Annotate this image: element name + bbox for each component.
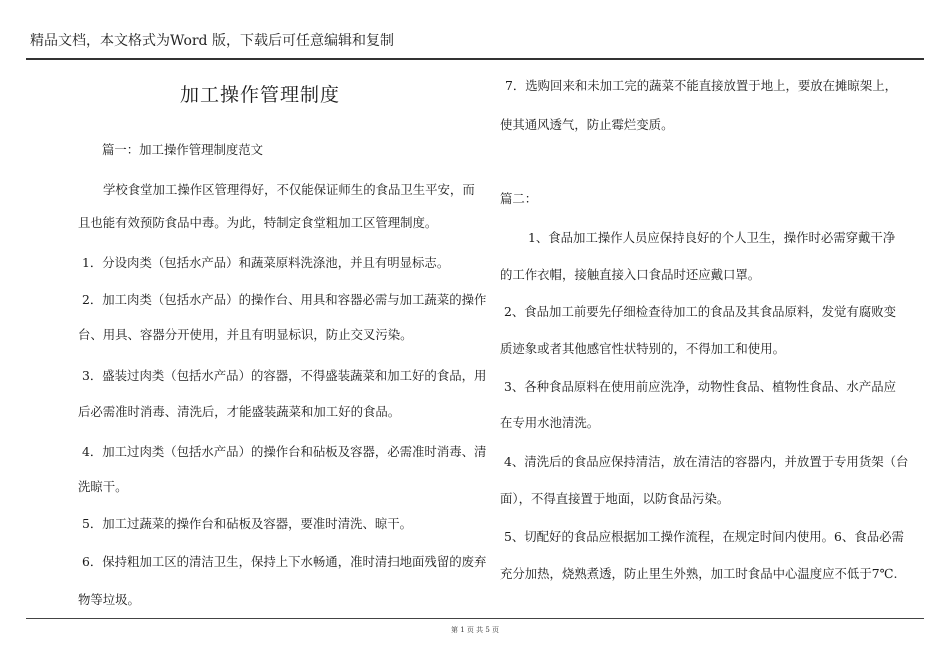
document-title: 加工操作管理制度 xyxy=(180,84,341,106)
list-item: 2、食品加工前要先仔细检查待加工的食品及其食品原料，发觉有腐败变 xyxy=(504,304,896,319)
list-item: 1、食品加工操作人员应保持良好的个人卫生，操作时必需穿戴干净 xyxy=(528,230,896,245)
paragraph-line: 面），不得直接置于地面，以防食品污染。 xyxy=(500,491,730,506)
paragraph-line: 充分加热，烧熟煮透，防止里生外熟，加工时食品中心温度应不低于7℃. xyxy=(500,566,898,581)
list-item: 5．加工过蔬菜的操作台和砧板及容器，要准时清洗、晾干。 xyxy=(82,516,413,531)
page-number: 第 1 页 共 5 页 xyxy=(450,626,500,634)
list-item: 4、清洗后的食品应保持清洁，放在清洁的容器内，并放置于专用货架（台 xyxy=(504,454,909,469)
paragraph-line: 在专用水池清洗。 xyxy=(500,415,600,430)
list-item: 2．加工肉类（包括水产品）的操作台、用具和容器必需与加工蔬菜的操作 xyxy=(82,292,487,307)
list-item: 6．保持粗加工区的清洁卫生，保持上下水畅通，准时清扫地面残留的废弃 xyxy=(82,554,487,569)
paragraph-line: 台、用具、容器分开使用，并且有明显标识，防止交叉污染。 xyxy=(78,327,413,342)
list-item: 4．加工过肉类（包括水产品）的操作台和砧板及容器，必需准时消毒、清 xyxy=(82,444,487,459)
paragraph-line: 后必需准时消毒、清洗后，才能盛装蔬菜和加工好的食品。 xyxy=(78,404,401,419)
list-item: 1．分设肉类（包括水产品）和蔬菜原料洗涤池，并且有明显标志。 xyxy=(82,255,450,270)
list-item: 3、各种食品原料在使用前应洗净，动物性食品、植物性食品、水产品应 xyxy=(504,379,896,394)
paragraph-line: 物等垃圾。 xyxy=(78,592,140,607)
paragraph-line: 的工作衣帽，接触直接入口食品时还应戴口罩。 xyxy=(500,267,761,282)
footer-rule xyxy=(26,618,924,619)
paragraph-line: 学校食堂加工操作区管理得好，不仅能保证师生的食品卫生平安，而 xyxy=(103,182,475,197)
header-rule xyxy=(26,58,924,60)
document-banner: 精品文档，本文格式为Word 版，下载后可任意编辑和复制 xyxy=(30,33,394,49)
list-item: 5、切配好的食品应根据加工操作流程，在规定时间内使用。6、食品必需 xyxy=(504,529,904,544)
paragraph-line: 使其通风透气，防止霉烂变质。 xyxy=(500,117,674,132)
paragraph-line: 洗晾干。 xyxy=(78,479,128,494)
section-heading: 篇二： xyxy=(500,191,538,206)
list-item: 7．选购回来和未加工完的蔬菜不能直接放置于地上，要放在摊晾架上， xyxy=(505,78,897,93)
list-item: 3．盛装过肉类（包括水产品）的容器，不得盛装蔬菜和加工好的食品，用 xyxy=(82,368,487,383)
paragraph-line: 质迹象或者其他感官性状特别的，不得加工和使用。 xyxy=(500,341,785,356)
paragraph-line: 且也能有效预防食品中毒。为此，特制定食堂粗加工区管理制度。 xyxy=(78,215,438,230)
section-heading: 篇一：加工操作管理制度范文 xyxy=(102,142,264,157)
